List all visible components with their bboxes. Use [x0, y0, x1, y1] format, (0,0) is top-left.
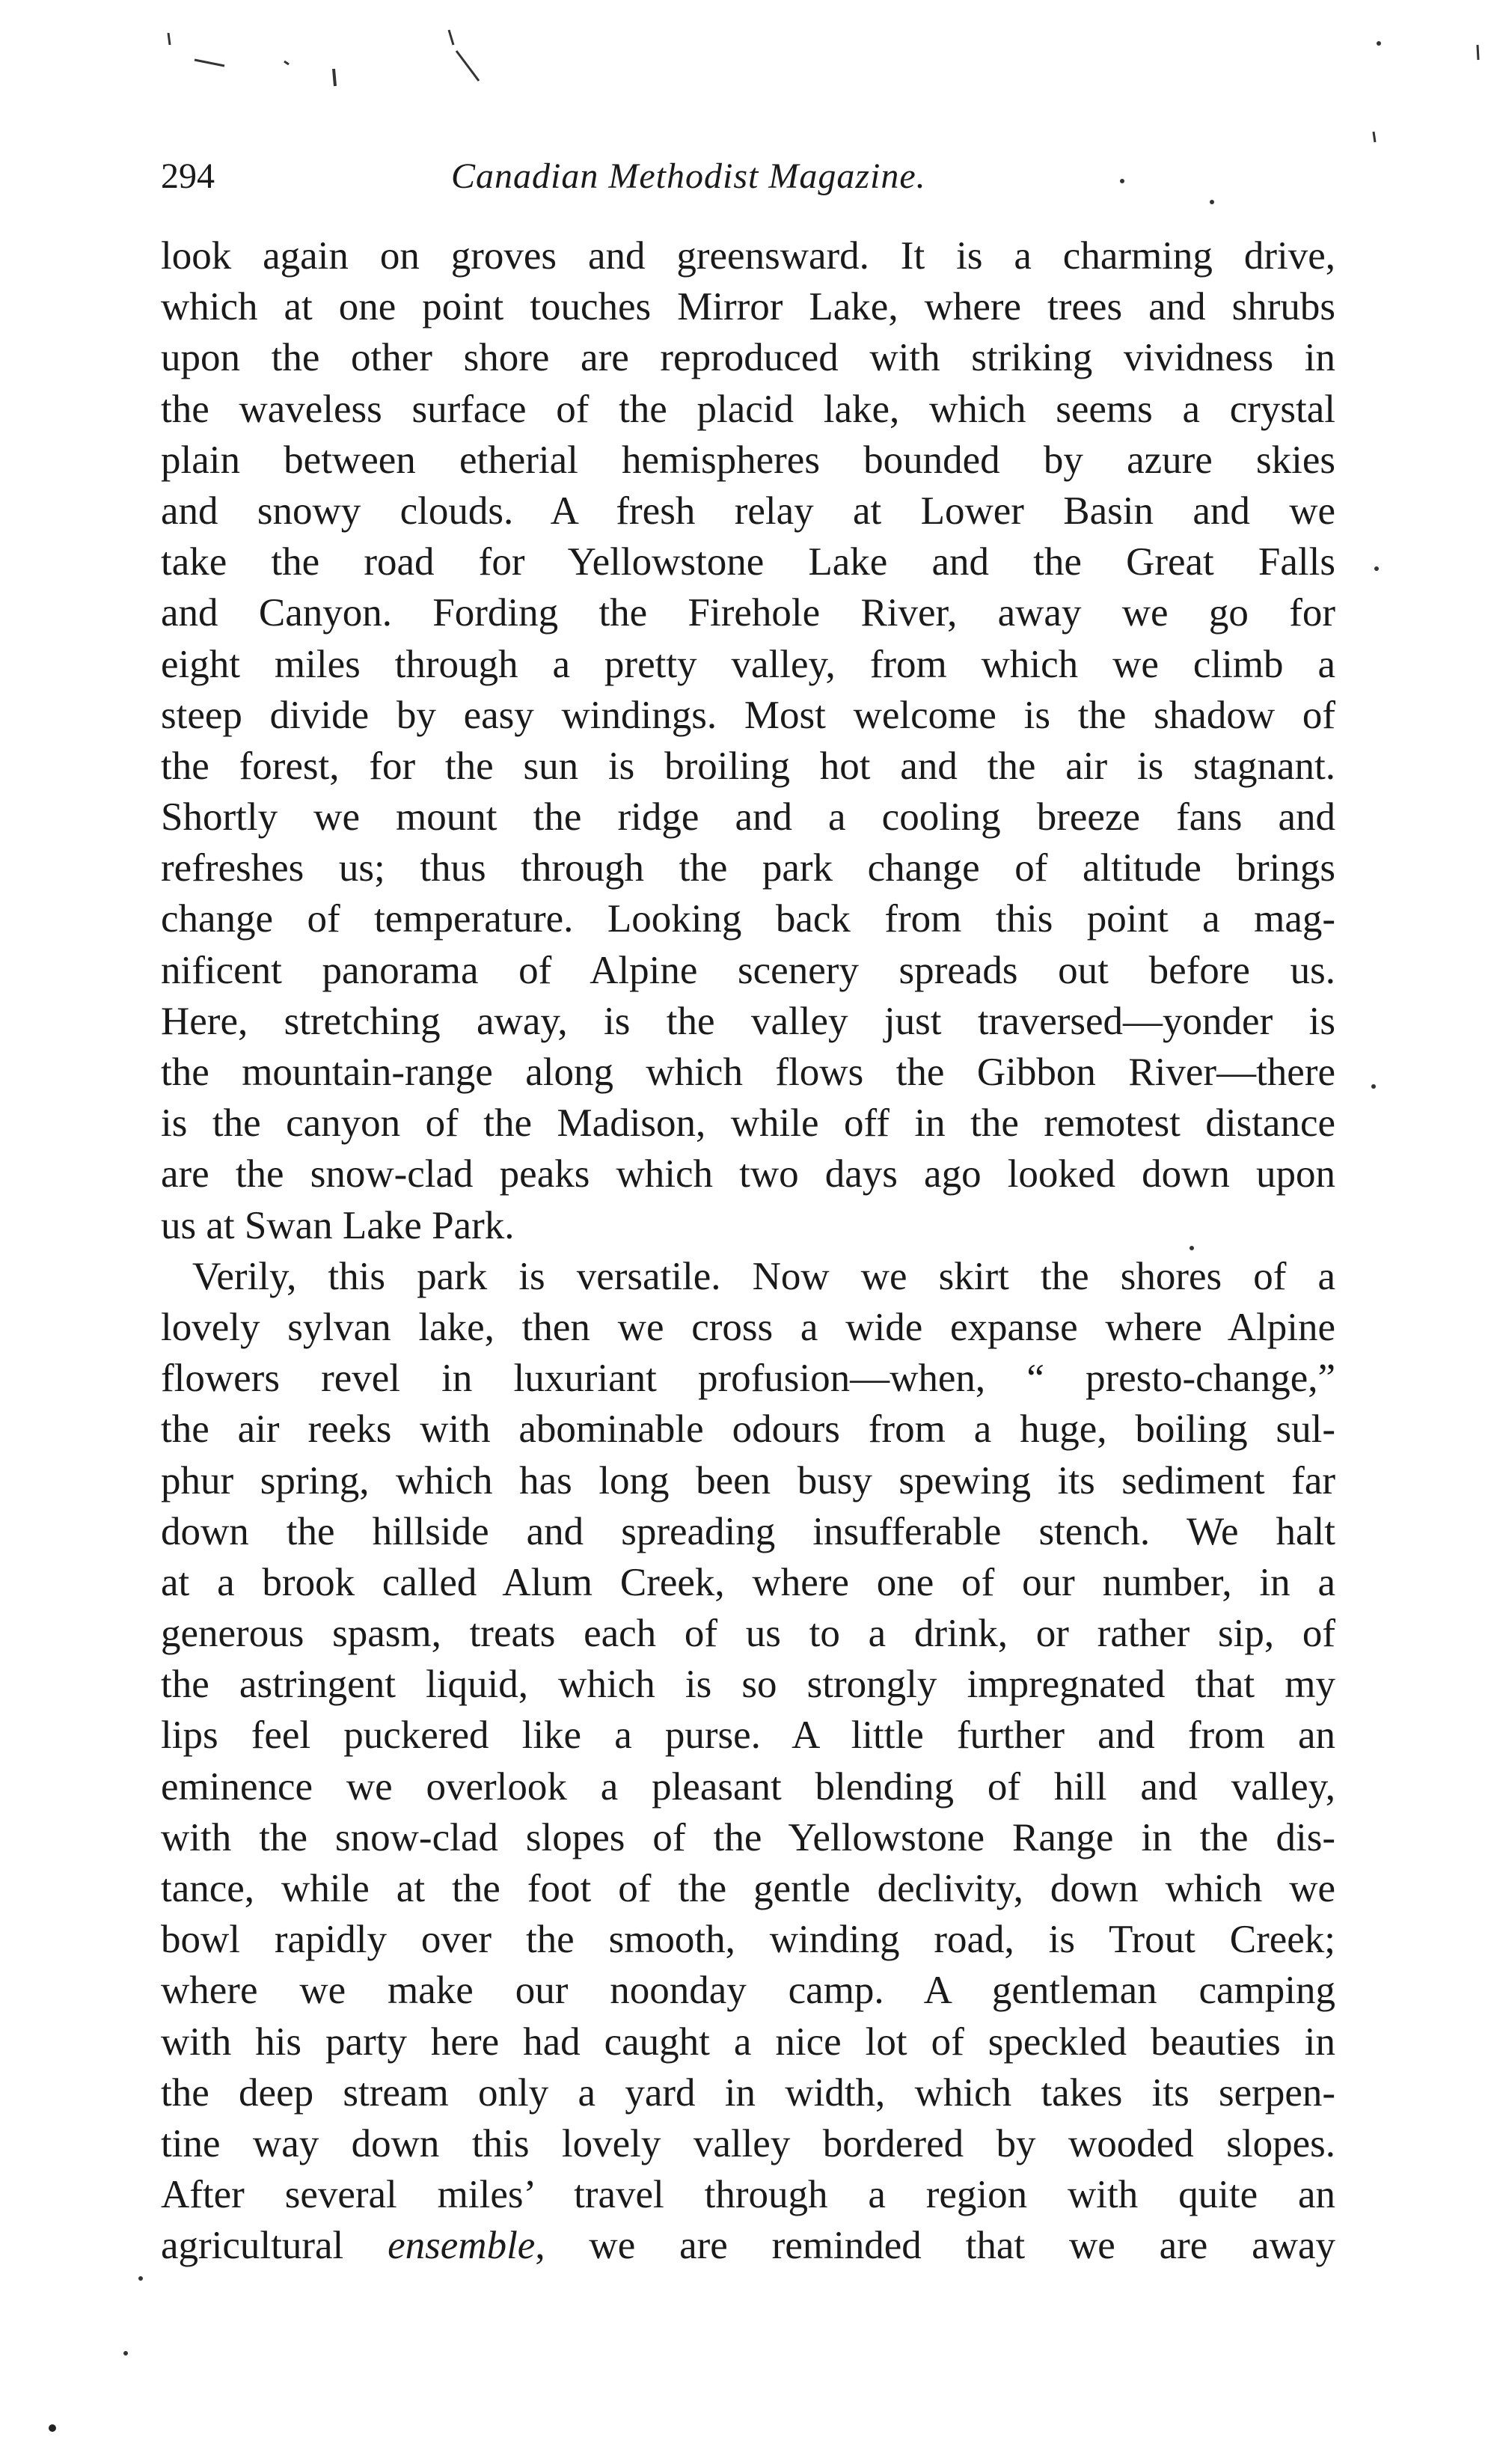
text-line: at a brook called Alum Creek, where one of our number, in a [161, 1560, 1335, 1604]
text-line: look again on groves and greensward. It is a charming drive, [161, 234, 1335, 278]
text-line: with his party here had caught a nice lot of speckled beauties in [161, 2020, 1335, 2064]
text-line: where we make our noonday camp. A gentleman camping [161, 1969, 1335, 2013]
text-line: bowl rapidly over the smooth, winding road, is Trout Creek; [161, 1918, 1335, 1962]
text-line: the air reeks with abominable odours from a huge, boiling sul- [161, 1407, 1335, 1452]
text-line: take the road for Yellowstone Lake and the Great Falls [161, 540, 1335, 584]
text-line: nificent panorama of Alpine scenery spreads out before us. [161, 948, 1335, 992]
text-line: Verily, this park is versatile. Now we skirt the shores of a [192, 1254, 1335, 1298]
text-line: are the snow-clad peaks which two days ago looked down upon [161, 1152, 1335, 1196]
text-line: us at Swan Lake Park. [161, 1203, 515, 1247]
italic-word: ensemble [388, 2224, 536, 2268]
running-title: Canadian Methodist Magazine. [451, 156, 926, 196]
text-line: and snowy clouds. A fresh relay at Lower Basin and we [161, 489, 1335, 533]
body-text [161, 230, 1335, 2272]
text-line: Here, stretching away, is the valley just traversed—yonder is [161, 999, 1335, 1043]
text-line: change of temperature. Looking back from this point a mag- [161, 897, 1335, 941]
paragraph-1 [161, 230, 1335, 1251]
text-line: lips feel puckered like a purse. A little further and from an [161, 1714, 1335, 1758]
text-line: lovely sylvan lake, then we cross a wide expanse where Alpine [161, 1305, 1335, 1349]
text-line: and Canyon. Fording the Firehole River, away we go for [161, 591, 1335, 635]
text-line: the mountain-range along which flows the Gibbon River—there [161, 1051, 1335, 1094]
text-line: tance, while at the foot of the gentle declivity, down which we [161, 1867, 1335, 1910]
text-line: generous spasm, treats each of us to a drink, or rather sip, of [161, 1612, 1335, 1656]
text-line: upon the other shore are reproduced with striking vividness in [161, 336, 1335, 380]
text-line: which at one point touches Mirror Lake, where trees and shrubs [161, 285, 1335, 329]
text-line: eminence we overlook a pleasant blending of hill and valley, [161, 1764, 1335, 1809]
text-line: steep divide by easy windings. Most welcome is the shadow of [161, 693, 1335, 737]
running-header [161, 156, 1283, 208]
text-line: eight miles through a pretty valley, from which we climb a [161, 642, 1335, 686]
text-line: Shortly we mount the ridge and a cooling breeze fans and [161, 795, 1335, 840]
text-line: refreshes us; thus through the park change of altitude brings [161, 846, 1335, 890]
paragraph-2 [161, 1251, 1335, 2272]
text-line: the waveless surface of the placid lake, which seems a crystal [161, 387, 1335, 431]
text-line: agricultural ensemble, we are reminded that we are away [161, 2224, 1335, 2268]
text-line: the astringent liquid, which is so strongly impregnated that my [161, 1663, 1335, 1707]
text-line: After several miles’ travel through a region with quite an [161, 2173, 1335, 2217]
text-line: with the snow-clad slopes of the Yellowstone Range in the dis- [161, 1815, 1335, 1859]
text-line: tine way down this lovely valley bordered by wooded slopes. [161, 2121, 1335, 2165]
text-line: the deep stream only a yard in width, which takes its serpen- [161, 2070, 1335, 2115]
page-number: 294 [161, 156, 215, 196]
text-line: phur spring, which has long been busy spewing its sediment far [161, 1458, 1335, 1502]
text-line: flowers revel in luxuriant profusion—when, “ presto-change,” [161, 1357, 1335, 1401]
text-line: plain between etherial hemispheres bounded by azure skies [161, 438, 1335, 482]
text-line: down the hillside and spreading insufferable stench. We halt [161, 1509, 1335, 1553]
text-line: the forest, for the sun is broiling hot and the air is stagnant. [161, 744, 1335, 788]
text-line: is the canyon of the Madison, while off in the remotest distance [161, 1101, 1335, 1146]
